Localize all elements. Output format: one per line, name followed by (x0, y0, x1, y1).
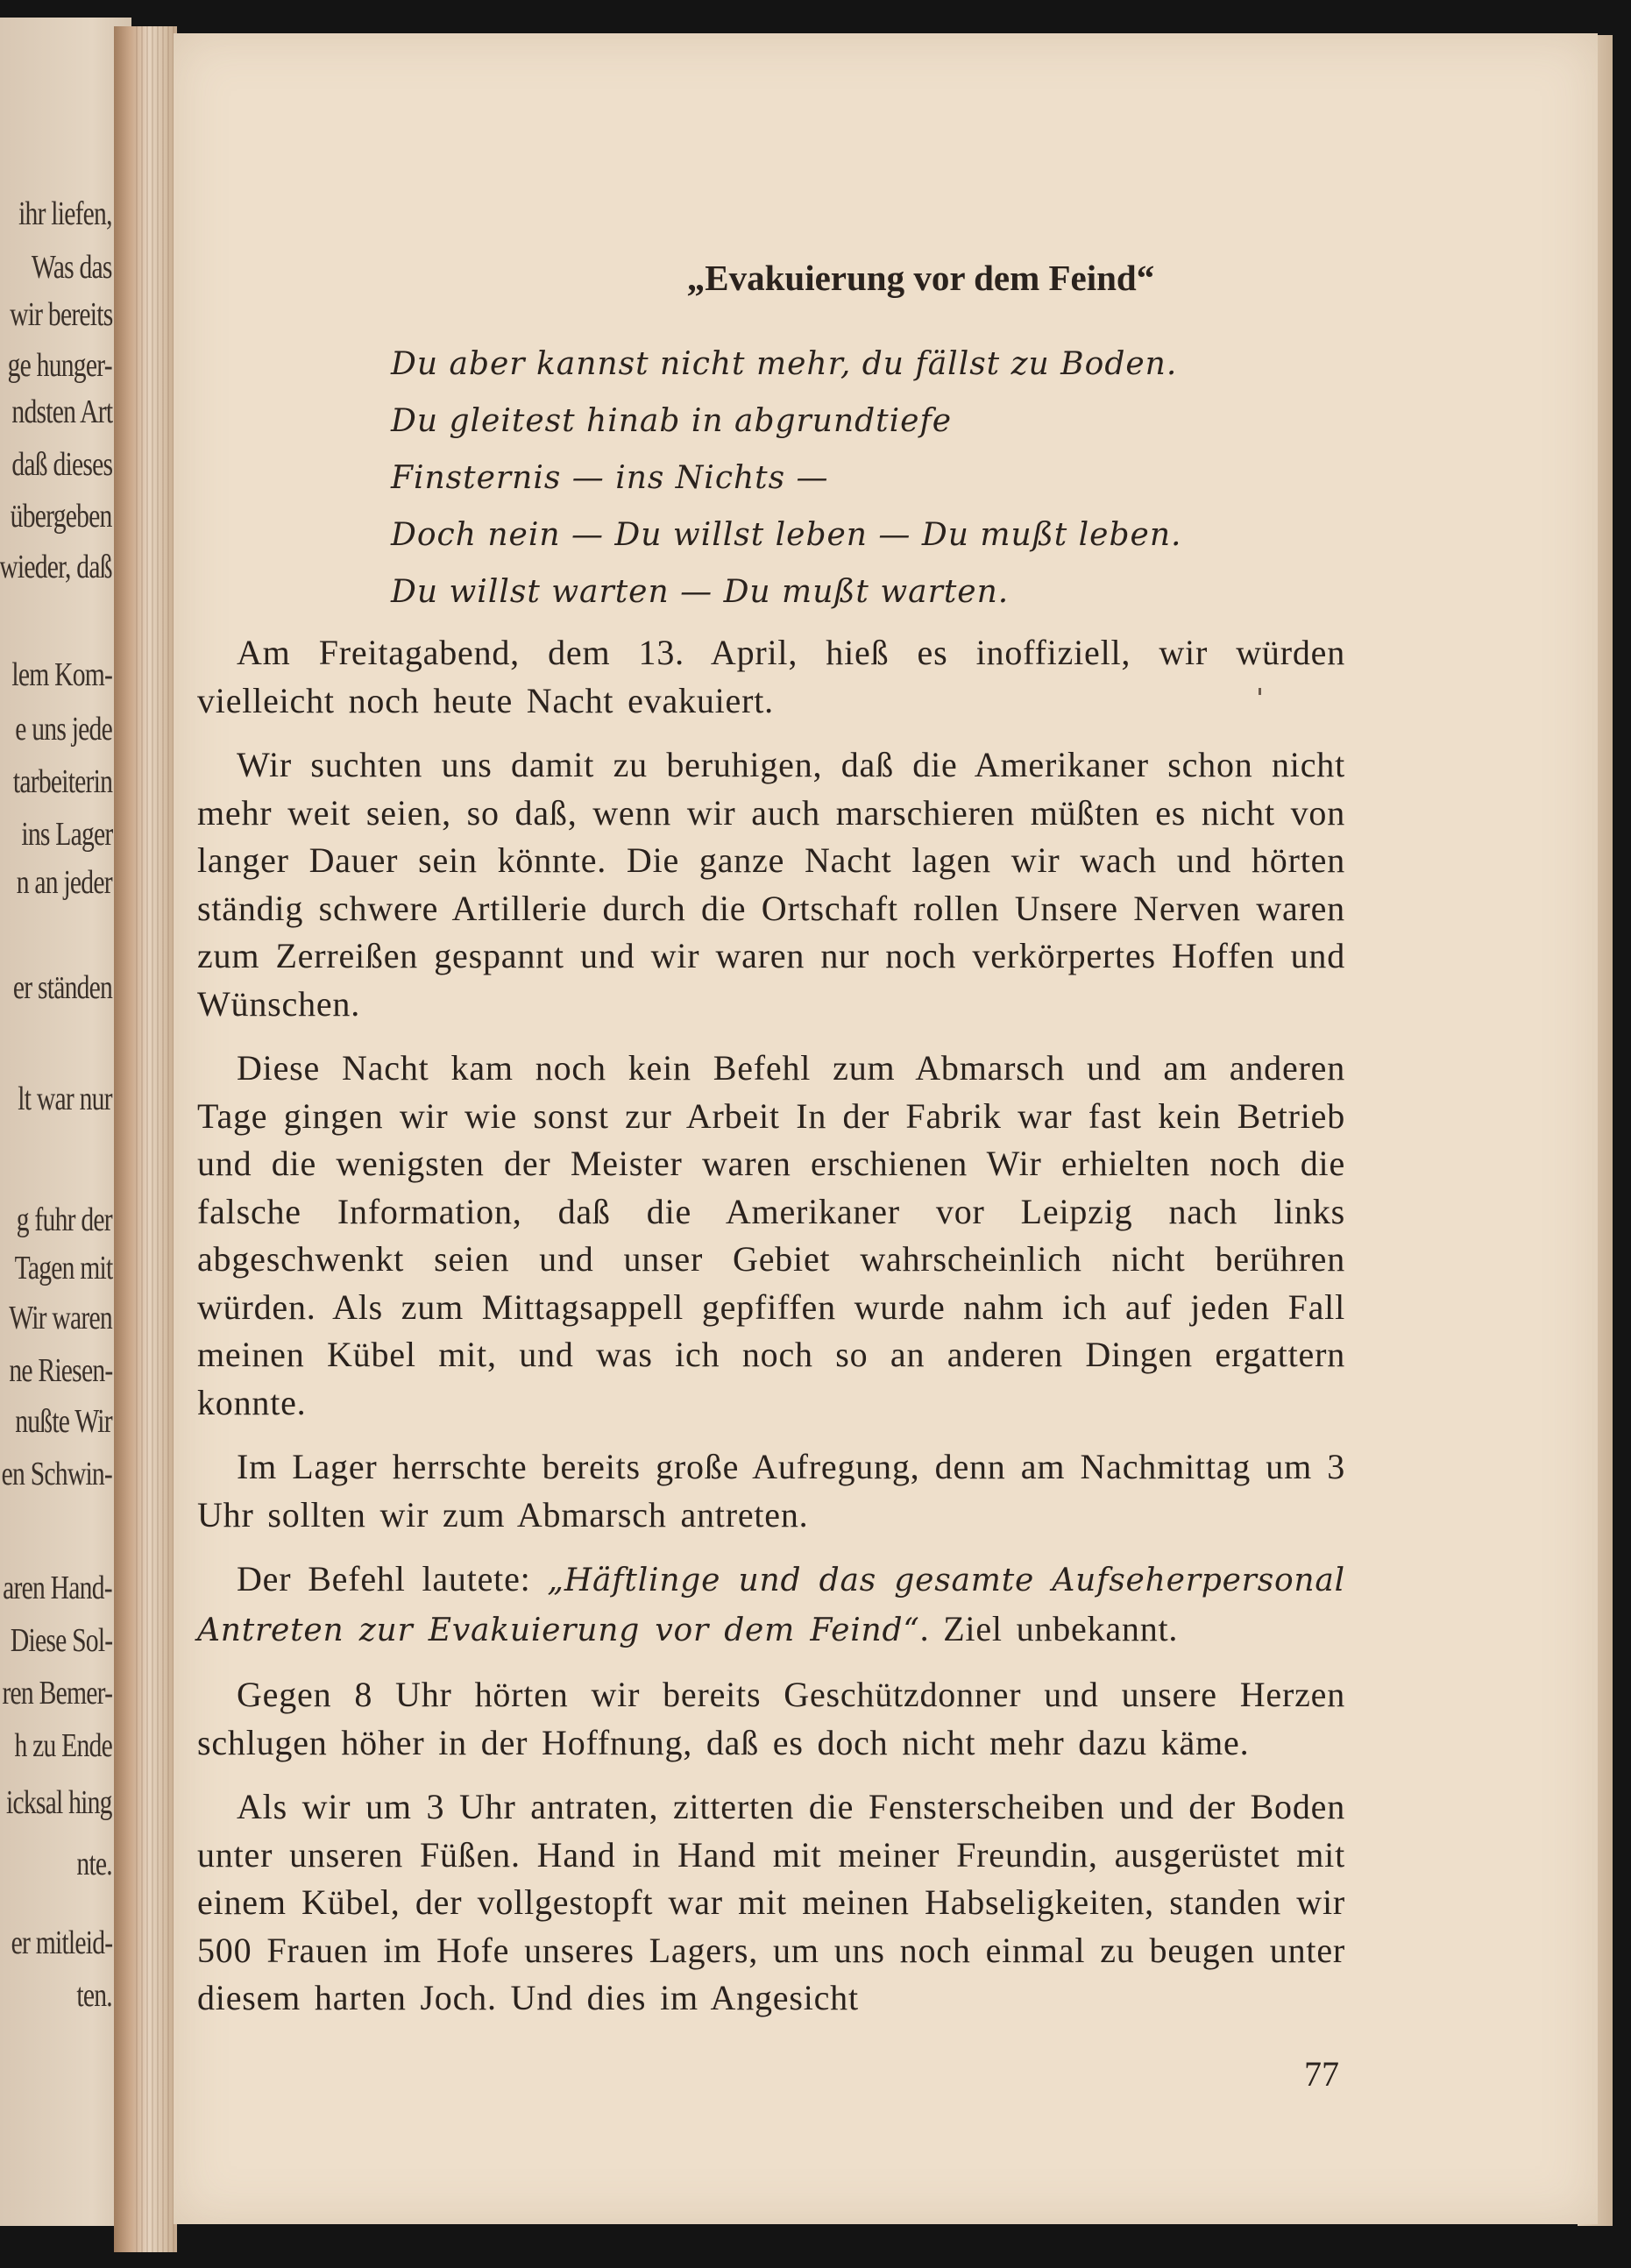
prev-page-line: en Schwin- (1, 1456, 112, 1492)
paragraph-tail: . Ziel unbekannt. (919, 1608, 1179, 1648)
prev-page-line: icksal hing (6, 1784, 112, 1821)
prev-page-line: ten. (76, 1977, 112, 2014)
prev-page-line: er ständen (12, 969, 112, 1006)
paragraph: Diese Nacht kam noch kein Befehl zum Abmarsch und am anderen Tage gingen wir wie sonst zur Arbeit In der Fabrik war fast kein Betrieb und die wenigsten der Meister waren erschienen Wir erhielten noch die falsche Information, daß die Amerikaner vor Leipzig nach links abgeschwenkt seien und unser Gebiet wahrscheinlich nicht berühren würden. Als zum Mittagsappell gepfiffen wurde nahm ich auf jeden Fall meinen Kübel mit, und was ich noch so an anderen Dingen ergattern konnte. (197, 1048, 1345, 1422)
prev-page-line: wieder, daß (0, 549, 112, 585)
ink-speck (1259, 688, 1261, 695)
poem-line: Du willst warten — Du mußt warten. (391, 574, 1010, 610)
paragraph: Als wir um 3 Uhr antraten, zitterten die Fensterscheiben und der Boden unter unseren Füßen. Hand in Hand mit meiner Freundin, ausgerüstet mit einem Kübel, der vollgestopft war mit meinen Habseligkeiten, standen wir 500 Frauen im Hofe unseres Lagers, um uns noch einmal zu beugen unter diesem harten Joch. Und dies im Angesicht (197, 1787, 1345, 2017)
prev-page-line: h zu Ende (14, 1727, 112, 1764)
prev-page-line: ge hunger- (7, 347, 112, 384)
prev-page-line: übergeben (11, 498, 112, 535)
paragraph: Gegen 8 Uhr hörten wir bereits Geschützdonner und unsere Herzen schlugen höher in der Hoffnung, daß es doch nicht mehr dazu käme. (197, 1675, 1345, 1762)
prev-page-line: ne Riesen- (8, 1352, 112, 1389)
paragraph: Am Freitagabend, dem 13. April, hieß es inoffiziell, wir würden vielleicht noch heute Nacht evakuiert. (197, 633, 1345, 720)
prev-page-line: er mitleid- (11, 1924, 112, 1961)
prev-page-line: ndsten Art (11, 393, 112, 430)
prev-page-line: nte. (76, 1846, 112, 1882)
prev-page-line: e uns jede (15, 711, 112, 748)
quoted-order: „Häftlinge und das gesamte Aufseherpersonal Antreten zur Evakuierung vor dem Feind“ (197, 1563, 1345, 1648)
body-text (197, 629, 1345, 2039)
prev-page-line: nußte Wir (15, 1403, 112, 1440)
prev-page-line: ren Bemer- (2, 1675, 112, 1712)
prev-page-line: lem Kom- (11, 656, 112, 693)
paragraph: Wir suchten uns damit zu beruhigen, daß die Amerikaner schon nicht mehr weit seien, so daß, wenn wir auch marschieren müßten es nicht von langer Dauer sein könnte. Die ganze Nacht lagen wir wach und hörten ständig schwere Artillerie durch die Ortschaft rollen Unsere Nerven waren zum Zerreißen gespannt und wir waren nur noch verkörpertes Hoffen und Wünschen. (197, 745, 1345, 1024)
prev-page-line: Was das (32, 249, 112, 286)
prev-page-line: Wir waren (9, 1300, 112, 1336)
poem (391, 336, 1181, 620)
current-page (174, 33, 1598, 2224)
prev-page-line: g fuhr der (16, 1201, 112, 1238)
prev-page-line: lt war nur (18, 1081, 112, 1117)
prev-page-line: ins Lager (20, 816, 112, 853)
paragraph-with-quote (197, 1556, 1345, 1655)
poem-line: Du gleitest hinab in abgrundtiefe (391, 403, 953, 439)
previous-page (0, 18, 131, 2226)
poem-line: Doch nein — Du willst leben — Du mußt leben. (391, 517, 1182, 553)
prev-page-line: tarbeiterin (12, 763, 112, 800)
prev-page-line: ihr liefen, (18, 195, 112, 232)
poem-line: Finsternis — ins Nichts — (391, 460, 829, 496)
chapter-heading: „Evakuierung vor dem Feind“ (686, 258, 1155, 298)
paragraph-lead: Der Befehl lautete: (237, 1559, 548, 1598)
poem-line: Du aber kannst nicht mehr, du fällst zu Boden. (391, 346, 1178, 382)
paragraph: Im Lager herrschte bereits große Aufregung, denn am Nachmittag um 3 Uhr sollten wir zum Abmarsch antreten. (197, 1447, 1345, 1534)
prev-page-line: wir bereits (9, 296, 112, 333)
prev-page-line: daß dieses (11, 446, 112, 483)
page-number: 77 (1304, 2054, 1339, 2094)
prev-page-line: Diese Sol- (10, 1622, 112, 1659)
prev-page-line: n an jeder (16, 864, 112, 901)
prev-page-line: Tagen mit (14, 1250, 112, 1286)
page-edges (136, 26, 175, 2252)
prev-page-line: aren Hand- (3, 1570, 112, 1606)
